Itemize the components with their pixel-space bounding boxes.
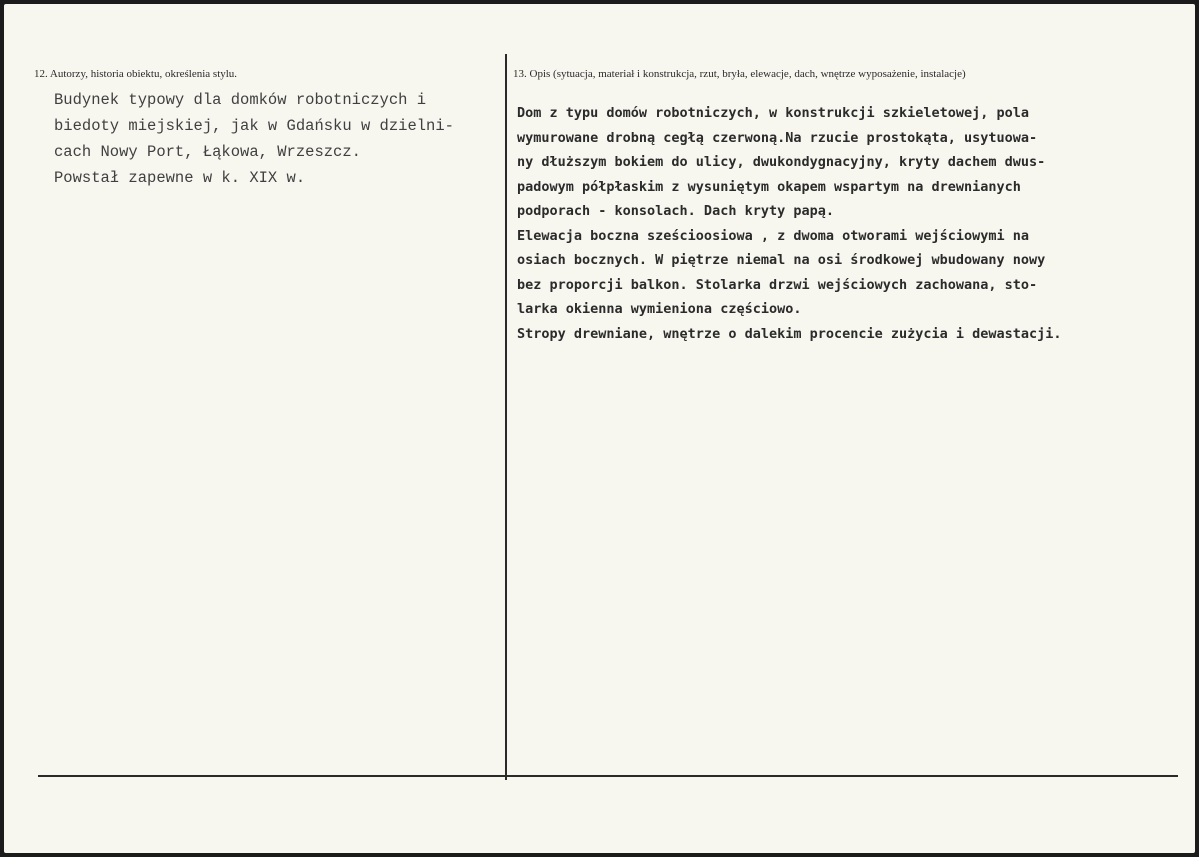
section-12-header: 12. Autorzy, historia obiektu, określenia stylu.: [34, 68, 238, 80]
section-13-line: bez proporcji balkon. Stolarka drzwi wejściowych zachowana, sto-: [517, 276, 1038, 293]
section-13-line: larka okienna wymieniona częściowo.: [517, 301, 802, 317]
section-13-line: Stropy drewniane, wnętrze o dalekim procencie zużycia i dewastacji.: [517, 325, 1062, 342]
section-12-line: cach Nowy Port, Łąkowa, Wrzeszcz.: [54, 143, 361, 161]
section-13-line: wymurowane drobną cegłą czerwoną.Na rzucie prostokąta, usytuowa-: [517, 129, 1038, 146]
section-13-line: Dom z typu domów robotniczych, w konstrukcji szkieletowej, pola: [517, 105, 1030, 121]
section-13-text: [517, 101, 1195, 346]
section-13-line: ny dłuższym bokiem do ulicy, dwukondygnacyjny, kryty dachem dwus-: [517, 154, 1046, 170]
section-13-line: padowym półpłaskim z wysuniętym okapem wspartym na drewnianych: [517, 178, 1021, 195]
section-13-line: osiach bocznych. W piętrze niemal na osi środkowej wbudowany nowy: [517, 252, 1046, 268]
section-13-line: podporach - konsolach. Dach kryty papą.: [517, 203, 834, 219]
section-12-line: biedoty miejskiej, jak w Gdańsku w dzielni-: [54, 117, 454, 135]
record-card: [4, 4, 1195, 853]
column-divider: [505, 54, 507, 780]
section-12-line: Powstał zapewne w k. XIX w.: [54, 169, 306, 187]
section-13-line: Elewacja boczna sześcioosiowa , z dwoma otworami wejściowymi na: [517, 227, 1030, 244]
section-12-line: Budynek typowy dla domków robotniczych i: [54, 91, 427, 109]
section-13-header: 13. Opis (sytuacja, materiał i konstrukcja, rzut, bryła, elewacje, dach, wnętrze wyposażenie, instalacje): [513, 68, 966, 80]
section-12-text: [54, 87, 494, 191]
bottom-rule: [38, 775, 1178, 777]
